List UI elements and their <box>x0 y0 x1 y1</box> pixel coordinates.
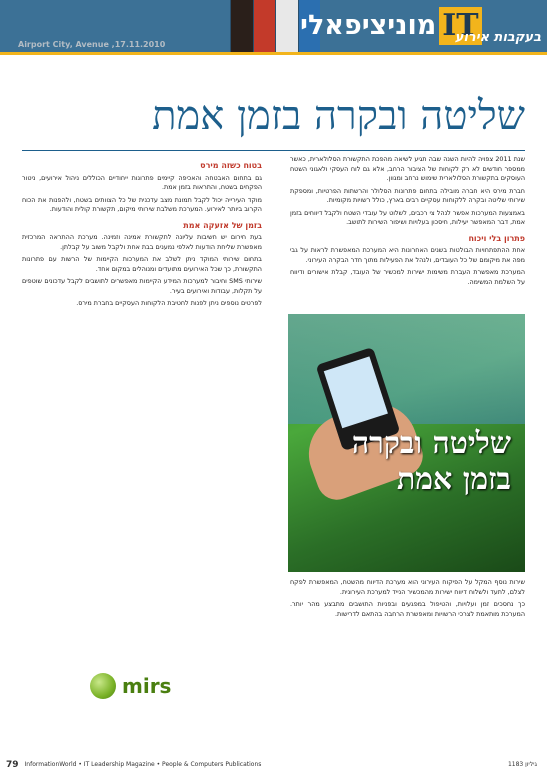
section-category: בעקבות אירוע <box>454 30 541 45</box>
page-footer <box>0 755 547 774</box>
paragraph: שירותי SMS וחיבור למערכות המידע הקיימות מאפשרים לתושבים לקבל עדכונים שוטפים על תקלות, עבודות ואירועים בעיר. <box>22 277 263 295</box>
paragraph: שירות נוסף המקל על הפיקוח העירוני הוא מערכת הדיווח מהשטח, המאפשרת לפקח לצלם, לתעד ולשלוח דיווח ישירות מהמכשיר הנייד למערכת העירונית. <box>290 578 525 596</box>
paragraph: לפרטים נוספים ניתן לפנות לחטיבת הלקוחות העסקיים בחברת מירס. <box>76 299 262 307</box>
paragraph: באמצעות המערכות אפשר לנהל צי רכבים, לשלוט על עובדי השטח ולקבל דיווחים בזמן אמת, דבר המאפשר יעילות, חיסכון בעלויות ושיפור השירות לתושב. <box>290 208 525 226</box>
logo-text: mirs <box>122 674 172 698</box>
mirs-logo <box>90 668 210 704</box>
headline-rule <box>22 150 525 151</box>
paragraph: בעת חירום יש חשיבות עליונה לתקשורת אמינה וזמינה. מערכת ההתראה המרכזית מאפשרת שליחת הודעות לאלפי נמענים בבת אחת ולקבל משוב על קבלתן. <box>22 233 262 251</box>
section-heading: בטוח כשזה מירס <box>200 161 262 170</box>
paragraph: אחת ההתפתחויות הבולטות בשנים האחרונות היא המערכת המאפשרת לראות על גבי מפה את מיקומם של כל העובדים, ולנהל את הפעילות מתוך חדר הבקרה העירוני. <box>290 246 525 264</box>
dateline: Airport City, Avenue ,17.11.2010 <box>18 40 166 49</box>
paragraph: בתחום שירותי המוקד ניתן לשלב את המערכות הקיימות של הרשות עם פתרונות התקשורת, כך שכל האירועים מתועדים ומנוהלים במקום אחד. <box>22 255 262 273</box>
header-bar <box>0 0 547 52</box>
paragraph: גם בתחום האבטחה והאכיפה קיימים פתרונות ייחודיים הכוללים ניהול אירועים, ניטור הפקחים בשטח, והתראות בזמן אמת. <box>22 173 262 191</box>
footer-publication: InformationWorld • IT Leadership Magazine • People & Computers Publications <box>24 761 262 768</box>
paragraph: חברת מירס היא חברה מובילה בתחום פתרונות הסלולר והרשתות הפרטיות, ומספקת שירותי שליטה ובקרה ללקוחות עסקיים רבים בארץ, כולל רשויות מקומיות. <box>290 186 525 204</box>
brand-it: IT <box>439 7 481 45</box>
footer-issue: גיליון 1183 <box>507 761 537 768</box>
article-column-right-bottom <box>290 578 525 622</box>
paragraph: המערכת מאפשרת העברת משימות ישירות למכשיר של העובד, קבלת אישורים ודיווח על השלמת המשימה. <box>290 268 525 286</box>
section-heading: פתרון בלי ויכוח <box>468 233 525 243</box>
paragraph: מוקד העירייה יכול לקבל תמונת מצב עדכנית של כל הצוותים בשטח, ולהפנות את הכוח הקרוב ביותר לאירוע. המערכת משלבת שירותי מיקום, תקשורת קולית והודעות. <box>22 195 262 213</box>
article-column-left <box>22 155 262 312</box>
section-heading: בזמן של אזעקה אמת <box>183 220 262 230</box>
brand-logo <box>300 6 480 46</box>
page-number: 79 <box>6 759 19 770</box>
article-column-right <box>290 155 525 290</box>
logo-ball-icon <box>90 673 116 699</box>
photo-title: שליטה ובקרה בזמן אמת <box>351 426 511 497</box>
paragraph: שנת 2011 צפויה להיות השנה שבה תגיע לשיאה מהפכת התקשורת הסלולארית, כאשר ממספר חודשים לא רק לקוחות של הציבור הרחב, אלא גם לוח העסקי ולאגוני השטח העוסקים בתקשורת הסלולארית שימוש נרחב ומגוון. <box>290 155 525 182</box>
paragraph: כך נחסכים זמן ועלויות, והטיפול במפגעים ובפניות התושבים מתבצע מהר יותר. המערכת מותאמת לצרכי הרשויות ומאפשרת הרחבה בהתאם לדרישות. <box>290 600 525 618</box>
brand-word: מוניציפאלי <box>300 10 437 41</box>
header-underline <box>0 52 547 55</box>
page-title: שליטה ובקרה בזמן אמת <box>152 93 525 139</box>
article-photo <box>288 314 525 572</box>
